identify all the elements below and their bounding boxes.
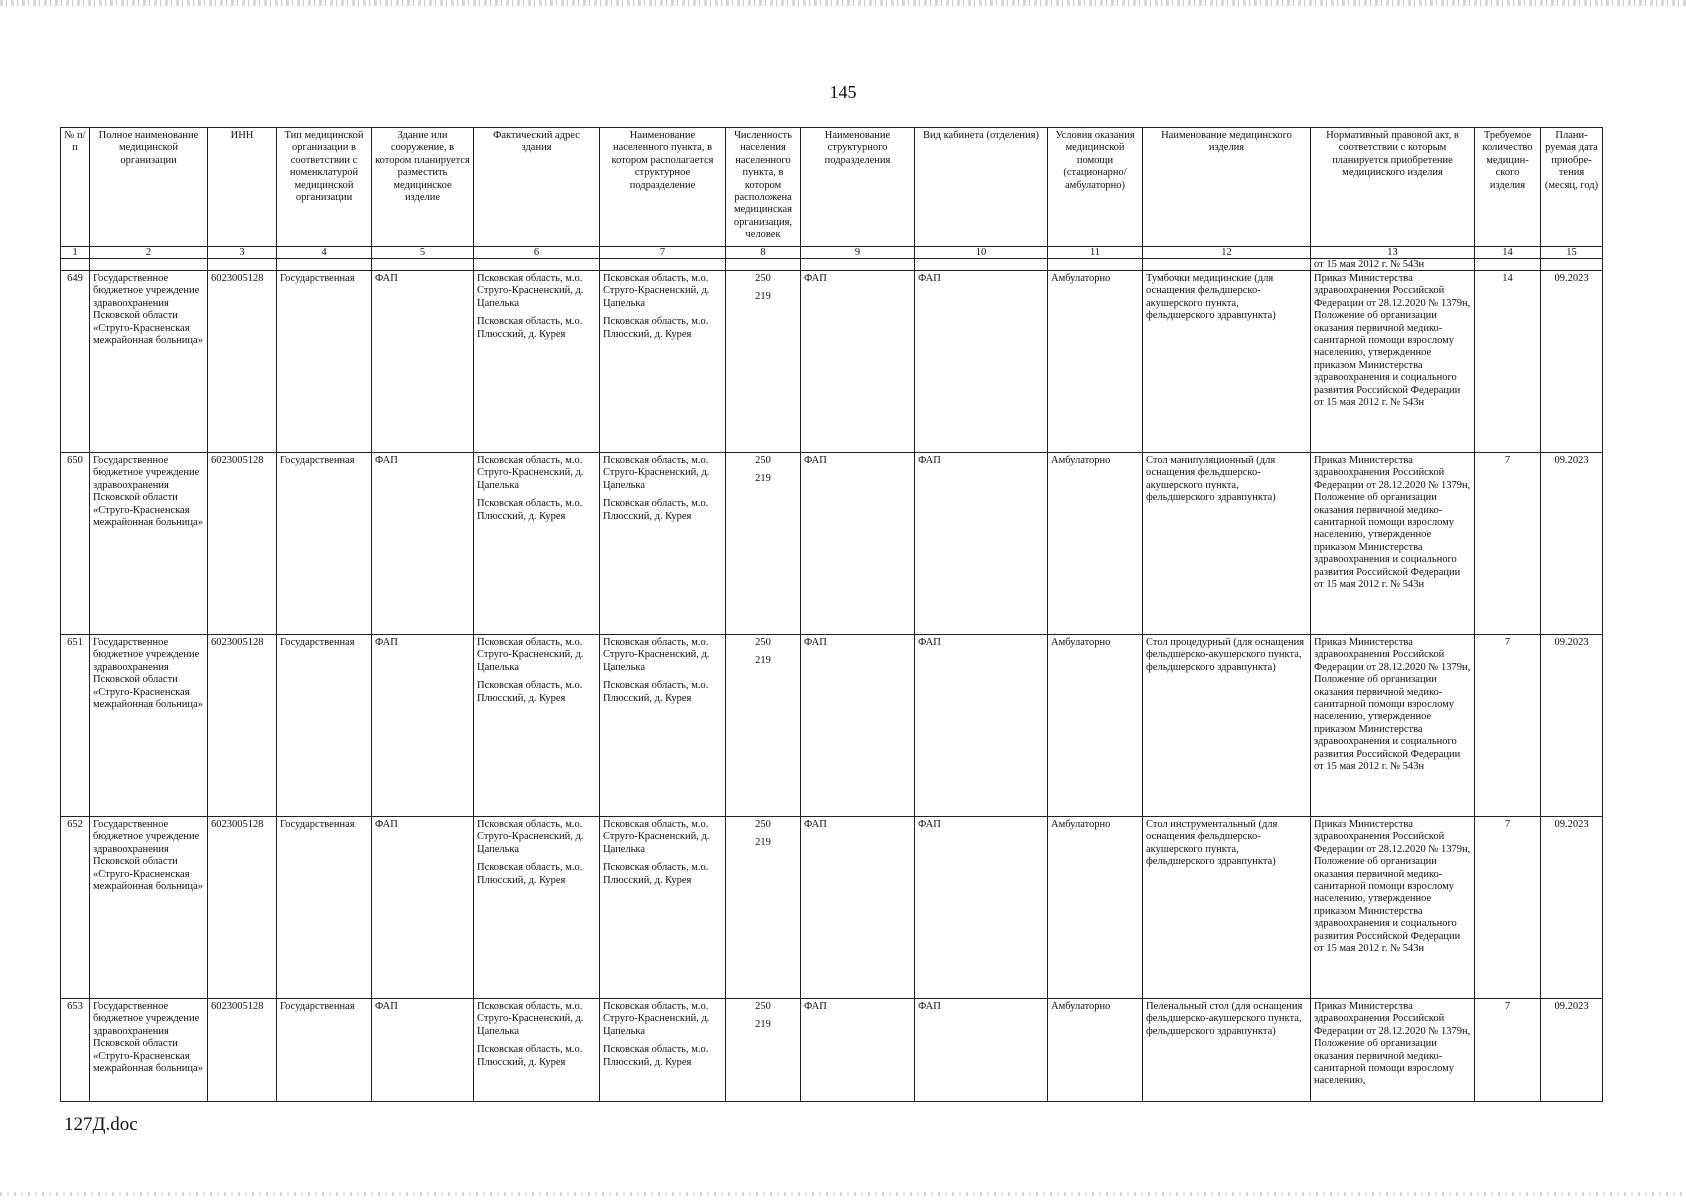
population-count	[726, 271, 801, 453]
table-row	[61, 817, 1603, 999]
column-number: 13	[1311, 247, 1475, 259]
care-conditions: Амбулаторно	[1048, 817, 1143, 999]
planned-date: 09.2023	[1541, 817, 1603, 999]
organization-name: Государственное бюджетное учреждение здравоохранения Псковской области «Струго-Красненская межрайонная больница»	[90, 817, 208, 999]
header-cell: Условия оказания медицинской помощи (стационарно/ амбулаторно)	[1048, 128, 1143, 247]
actual-address-line: Псковская область, м.о. Плюсский, д. Курея	[477, 862, 583, 886]
medical-device-name: Стол процедурный (для оснащения фельдшерско-акушерского пункта, фельдшерского здравпункта)	[1143, 635, 1311, 817]
actual-address-line: Псковская область, м.о. Струго-Красненский, д. Цапелька	[477, 273, 584, 309]
care-conditions: Амбулаторно	[1048, 999, 1143, 1102]
structural-unit: ФАП	[801, 817, 915, 999]
header-cell: Тип медицинской организации в соответствии с номенклатурой медицинской организации	[277, 128, 372, 247]
header-row	[61, 128, 1603, 247]
settlement-name-line: Псковская область, м.о. Струго-Красненский, д. Цапелька	[603, 1001, 710, 1037]
structural-unit: ФАП	[801, 271, 915, 453]
population-count-line: 250	[755, 637, 771, 648]
actual-address-line: Псковская область, м.о. Струго-Красненский, д. Цапелька	[477, 819, 584, 855]
table-row	[61, 999, 1603, 1102]
settlement-name-line: Псковская область, м.о. Струго-Красненский, д. Цапелька	[603, 273, 710, 309]
organization-name: Государственное бюджетное учреждение здравоохранения Псковской области «Струго-Красненская межрайонная больница»	[90, 271, 208, 453]
regulatory-act: Приказ Министерства здравоохранения Российской Федерации от 28.12.2020 № 1379н, Положение об организации оказания первичной медико-санитарной помощи взрослому населению, утвержденное приказом Министерства здравоохранения и социального развития Российской Федерации от 15 мая 2012 г. № 543н	[1311, 271, 1475, 453]
header-cell: Фактический адрес здания	[474, 128, 600, 247]
population-count-line: 219	[755, 1019, 771, 1031]
settlement-name-line: Псковская область, м.о. Плюсский, д. Курея	[603, 1044, 709, 1068]
settlement-name-line: Псковская область, м.о. Плюсский, д. Курея	[603, 862, 709, 886]
cabinet-type: ФАП	[915, 453, 1048, 635]
care-conditions: Амбулаторно	[1048, 453, 1143, 635]
column-number: 14	[1475, 247, 1541, 259]
building-type: ФАП	[372, 453, 474, 635]
regulatory-act: Приказ Министерства здравоохранения Российской Федерации от 28.12.2020 № 1379н, Положение об организации оказания первичной медико-санитарной помощи взрослому населению, утвержденное приказом Министерства здравоохранения и социального развития Российской Федерации от 15 мая 2012 г. № 543н	[1311, 817, 1475, 999]
required-quantity: 14	[1475, 271, 1541, 453]
actual-address-line: Псковская область, м.о. Струго-Красненский, д. Цапелька	[477, 1001, 584, 1037]
settlement-name	[600, 999, 726, 1102]
row-number: 650	[61, 453, 90, 635]
actual-address	[474, 271, 600, 453]
organization-type: Государственная	[277, 271, 372, 453]
inn-value: 6023005128	[208, 453, 277, 635]
actual-address-line: Псковская область, м.о. Струго-Красненский, д. Цапелька	[477, 455, 584, 491]
organization-name: Государственное бюджетное учреждение здравоохранения Псковской области «Струго-Красненская межрайонная больница»	[90, 453, 208, 635]
structural-unit: ФАП	[801, 453, 915, 635]
header-cell: Численность населения населенного пункта, в котором расположена медицинская организация, человек	[726, 128, 801, 247]
header-cell: Плани-руемая дата приобре-тения (месяц, год)	[1541, 128, 1603, 247]
actual-address-line: Псковская область, м.о. Плюсский, д. Курея	[477, 1044, 583, 1068]
actual-address-line: Псковская область, м.о. Плюсский, д. Курея	[477, 316, 583, 340]
footer-filename: 127Д.doc	[64, 1114, 138, 1135]
column-number: 11	[1048, 247, 1143, 259]
settlement-name-line: Псковская область, м.о. Плюсский, д. Курея	[603, 498, 709, 522]
population-count-line: 250	[755, 1001, 771, 1012]
building-type: ФАП	[372, 817, 474, 999]
required-quantity: 7	[1475, 453, 1541, 635]
header-cell: Требуемое количество медицин-ского изделия	[1475, 128, 1541, 247]
population-count	[726, 817, 801, 999]
planned-date: 09.2023	[1541, 999, 1603, 1102]
population-count-line: 250	[755, 273, 771, 284]
row-number: 649	[61, 271, 90, 453]
column-number: 8	[726, 247, 801, 259]
planned-date: 09.2023	[1541, 453, 1603, 635]
medical-device-name: Пеленальный стол (для оснащения фельдшерско-акушерского пункта, фельдшерского здравпункта)	[1143, 999, 1311, 1102]
header-cell: ИНН	[208, 128, 277, 247]
population-count-line: 219	[755, 655, 771, 667]
regulatory-act: Приказ Министерства здравоохранения Российской Федерации от 28.12.2020 № 1379н, Положение об организации оказания первичной медико-санитарной помощи взрослому населению,	[1311, 999, 1475, 1102]
cabinet-type: ФАП	[915, 271, 1048, 453]
column-number: 5	[372, 247, 474, 259]
population-count-line: 219	[755, 837, 771, 849]
equipment-table	[60, 127, 1603, 1102]
cabinet-type: ФАП	[915, 999, 1048, 1102]
organization-type: Государственная	[277, 453, 372, 635]
header-cell: Наименование медицинского изделия	[1143, 128, 1311, 247]
population-count	[726, 453, 801, 635]
header-cell: Нормативный правовой акт, в соответствии с которым планируется приобретение медицинского изделия	[1311, 128, 1475, 247]
actual-address	[474, 635, 600, 817]
organization-type: Государственная	[277, 635, 372, 817]
population-count-line: 219	[755, 291, 771, 303]
header-cell: Здание или сооружение, в котором планируется разместить медицинское изделие	[372, 128, 474, 247]
structural-unit: ФАП	[801, 999, 915, 1102]
cabinet-type: ФАП	[915, 817, 1048, 999]
required-quantity: 7	[1475, 817, 1541, 999]
header-cell: Вид кабинета (отделения)	[915, 128, 1048, 247]
continuation-row	[61, 259, 1603, 271]
population-count-line: 250	[755, 819, 771, 830]
organization-name: Государственное бюджетное учреждение здравоохранения Псковской области «Струго-Красненская межрайонная больница»	[90, 999, 208, 1102]
column-number: 4	[277, 247, 372, 259]
building-type: ФАП	[372, 635, 474, 817]
inn-value: 6023005128	[208, 999, 277, 1102]
actual-address-line: Псковская область, м.о. Плюсский, д. Курея	[477, 680, 583, 704]
organization-type: Государственная	[277, 999, 372, 1102]
scan-edge-top	[0, 0, 1686, 6]
column-number: 10	[915, 247, 1048, 259]
settlement-name-line: Псковская область, м.о. Плюсский, д. Курея	[603, 316, 709, 340]
actual-address-line: Псковская область, м.о. Плюсский, д. Курея	[477, 498, 583, 522]
column-number: 1	[61, 247, 90, 259]
row-number: 651	[61, 635, 90, 817]
population-count-line: 219	[755, 473, 771, 485]
settlement-name-line: Псковская область, м.о. Струго-Красненский, д. Цапелька	[603, 819, 710, 855]
settlement-name-line: Псковская область, м.о. Струго-Красненский, д. Цапелька	[603, 455, 710, 491]
structural-unit: ФАП	[801, 635, 915, 817]
settlement-name-line: Псковская область, м.о. Струго-Красненский, д. Цапелька	[603, 637, 710, 673]
header-cell: Наименование структурного подразделения	[801, 128, 915, 247]
settlement-name	[600, 271, 726, 453]
settlement-name	[600, 635, 726, 817]
column-number: 6	[474, 247, 600, 259]
table-body	[61, 247, 1603, 1102]
actual-address	[474, 453, 600, 635]
column-number: 9	[801, 247, 915, 259]
scan-edge-bottom	[0, 1192, 1686, 1196]
settlement-name	[600, 453, 726, 635]
population-count	[726, 635, 801, 817]
column-number: 2	[90, 247, 208, 259]
building-type: ФАП	[372, 999, 474, 1102]
settlement-name-line: Псковская область, м.о. Плюсский, д. Курея	[603, 680, 709, 704]
building-type: ФАП	[372, 271, 474, 453]
actual-address-line: Псковская область, м.о. Струго-Красненский, д. Цапелька	[477, 637, 584, 673]
actual-address	[474, 817, 600, 999]
regulatory-act: Приказ Министерства здравоохранения Российской Федерации от 28.12.2020 № 1379н, Положение об организации оказания первичной медико-санитарной помощи взрослому населению, утвержденное приказом Министерства здравоохранения и социального развития Российской Федерации от 15 мая 2012 г. № 543н	[1311, 453, 1475, 635]
regulatory-act: Приказ Министерства здравоохранения Российской Федерации от 28.12.2020 № 1379н, Положение об организации оказания первичной медико-санитарной помощи взрослому населению, утвержденное приказом Министерства здравоохранения и социального развития Российской Федерации от 15 мая 2012 г. № 543н	[1311, 635, 1475, 817]
continuation-text: от 15 мая 2012 г. № 543н	[1311, 259, 1475, 271]
column-number-row	[61, 247, 1603, 259]
organization-name: Государственное бюджетное учреждение здравоохранения Псковской области «Струго-Красненская межрайонная больница»	[90, 635, 208, 817]
care-conditions: Амбулаторно	[1048, 635, 1143, 817]
medical-device-name: Тумбочки медицинские (для оснащения фельдшерско-акушерского пункта, фельдшерского здравпункта)	[1143, 271, 1311, 453]
row-number: 653	[61, 999, 90, 1102]
table-row	[61, 635, 1603, 817]
table-header	[61, 128, 1603, 247]
header-cell: № п/п	[61, 128, 90, 247]
required-quantity: 7	[1475, 635, 1541, 817]
required-quantity: 7	[1475, 999, 1541, 1102]
column-number: 15	[1541, 247, 1603, 259]
column-number: 7	[600, 247, 726, 259]
medical-device-name: Стол манипуляционный (для оснащения фельдшерско-акушерского пункта, фельдшерского здравпункта)	[1143, 453, 1311, 635]
actual-address	[474, 999, 600, 1102]
population-count	[726, 999, 801, 1102]
table-row	[61, 271, 1603, 453]
planned-date: 09.2023	[1541, 635, 1603, 817]
medical-device-name: Стол инструментальный (для оснащения фельдшерско-акушерского пункта, фельдшерского здравпункта)	[1143, 817, 1311, 999]
row-number: 652	[61, 817, 90, 999]
header-cell: Наименование населенного пункта, в котором располагается структурное подразделение	[600, 128, 726, 247]
inn-value: 6023005128	[208, 635, 277, 817]
page-number: 145	[829, 82, 857, 102]
organization-type: Государственная	[277, 817, 372, 999]
column-number: 3	[208, 247, 277, 259]
settlement-name	[600, 817, 726, 999]
header-cell: Полное наименование медицинской организации	[90, 128, 208, 247]
planned-date: 09.2023	[1541, 271, 1603, 453]
inn-value: 6023005128	[208, 817, 277, 999]
population-count-line: 250	[755, 455, 771, 466]
cabinet-type: ФАП	[915, 635, 1048, 817]
table-row	[61, 453, 1603, 635]
care-conditions: Амбулаторно	[1048, 271, 1143, 453]
column-number: 12	[1143, 247, 1311, 259]
inn-value: 6023005128	[208, 271, 277, 453]
